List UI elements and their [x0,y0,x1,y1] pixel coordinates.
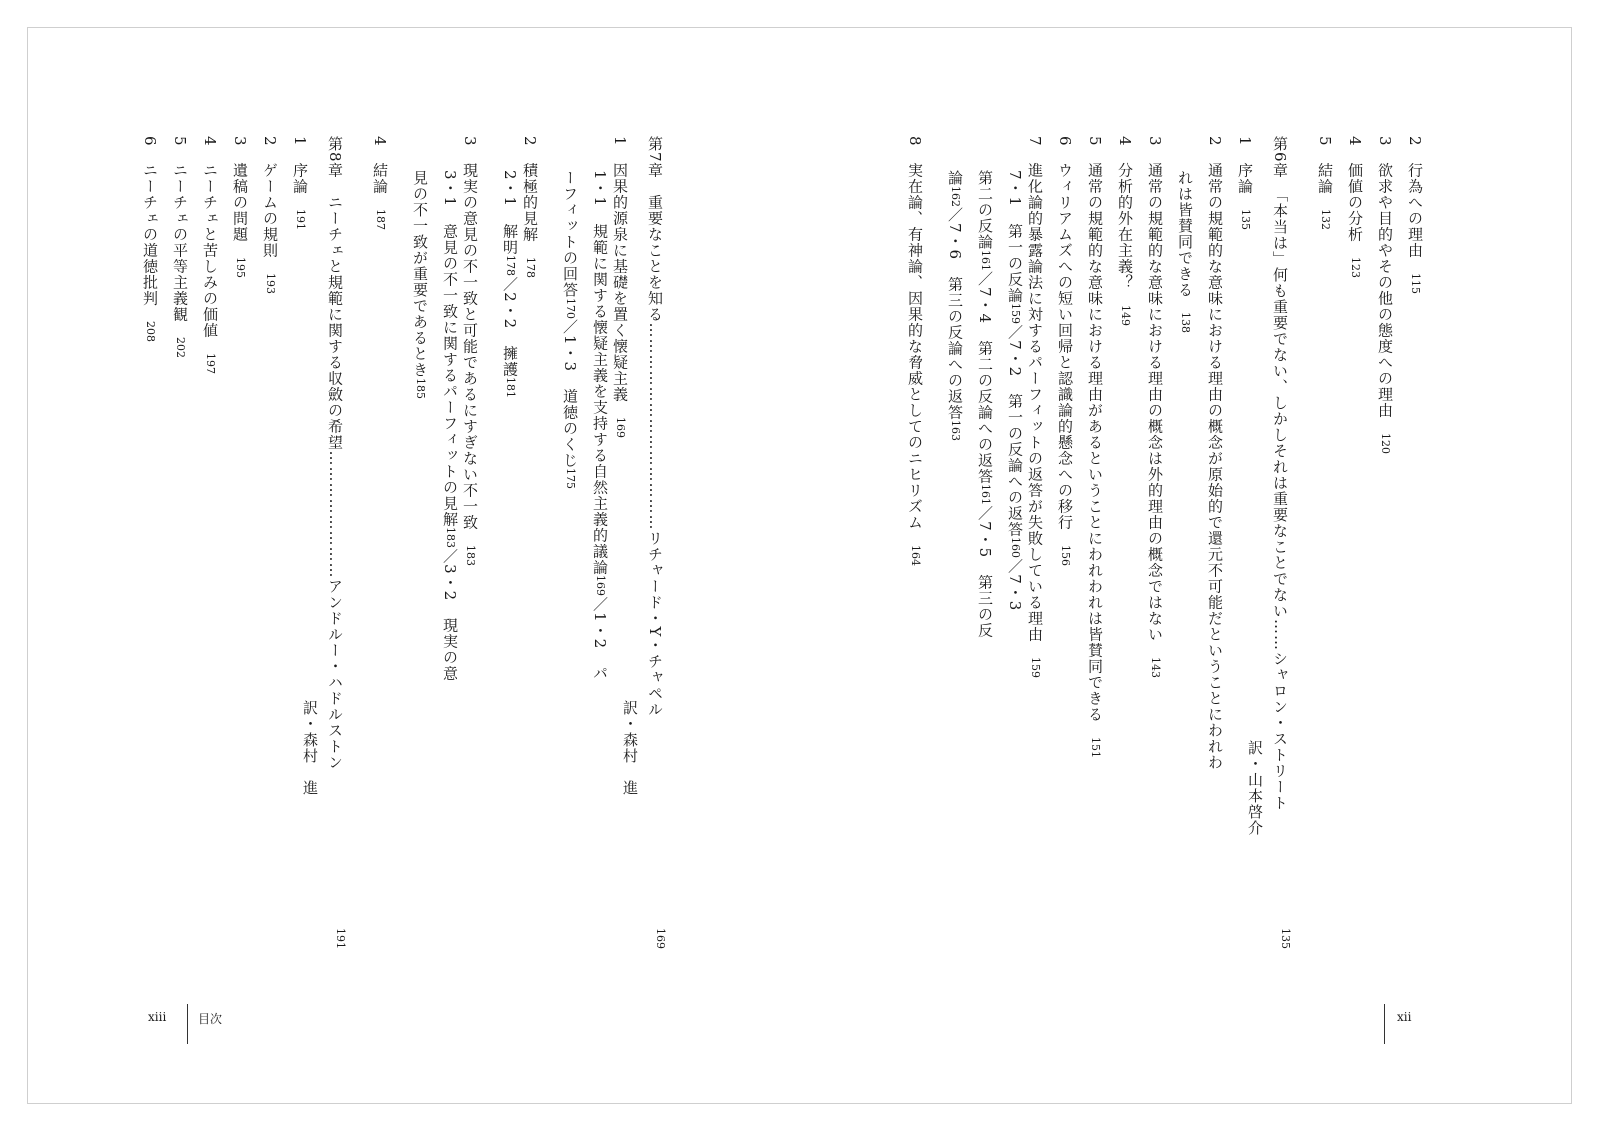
subentry-title: ／7・5 第三の反 [976,505,994,639]
subentry-page: 178 [504,255,517,277]
subentry-page: 183 [444,527,457,549]
entry-page: 138 [1179,312,1192,333]
toc-entry[interactable] [165,136,195,956]
entry-title: 価値の分析 [1346,162,1364,243]
entry-title: 通常の規範的な意味における理由の概念が原始的で還元不可能だということにわれわ [1206,162,1224,771]
running-head: 目次 [198,1012,223,1026]
chapter-label: 第6章 [1271,136,1289,179]
toc-entry[interactable] [285,136,315,956]
subentry-title: ／2・2 擁護 [501,276,519,378]
toc-entry[interactable] [365,136,395,956]
subentry-title: ／3・2 現実の意 [441,548,459,682]
entry-title: 積極的見解 [521,162,539,243]
entry-title: 行為への理由 [1406,162,1424,259]
subentry-title: ／7・3 [1006,558,1024,612]
chapter-8-page: 191 [334,928,347,949]
chapter-6-page: 135 [1279,928,1292,949]
subentry-title: 2・1 解明 [501,170,519,256]
entry-number: 2 [1206,136,1224,147]
entry-number: 4 [1116,136,1134,147]
entry-number: 8 [906,136,924,147]
entry-page: 191 [294,208,307,230]
entry-title: ニーチェの平等主義観 [171,162,189,323]
toc-entry[interactable] [1110,136,1140,956]
entry-title: 現実の意見の不一致と可能であるにすぎない不一致 [461,162,479,531]
entry-title: 通常の規範的な意味における理由の概念は外的理由の概念ではない [1146,162,1164,643]
toc-entry[interactable] [1310,136,1340,956]
entry-number: 5 [1316,136,1334,147]
subentry-page: 160 [1009,537,1022,559]
entry-title: ニーチェと苦しみの価値 [201,162,219,339]
subentry-page: 181 [504,377,517,399]
entry-number: 5 [171,136,189,147]
chapter-author: シャロン・ストリート [1271,651,1289,812]
subentry-page: 175 [564,468,577,490]
subentry-page: 169 [594,575,607,597]
entry-title: 因果的源泉に基礎を置く懐疑主義 [611,162,629,403]
entry-page: 197 [204,352,217,374]
entry-page: 208 [144,320,157,342]
subentry-title: ／7・6 第三の反論への返答 [946,207,964,421]
subentry-page: 161 [979,484,992,506]
entry-page: 156 [1059,544,1072,566]
entry-page: 123 [1349,256,1362,278]
subentry-page: 170 [564,298,577,319]
translator: 訳・森村 進 [301,700,319,796]
toc-subentry[interactable] [395,170,445,990]
subentry-title: ／1・3 道徳のくじ [561,319,579,469]
subentry-title: 3・1 意見の不一致に関するパーフィットの見解 [441,170,459,528]
subentry-title: ／1・2 パ [591,596,609,682]
chapter-label: 第7章 [646,136,664,179]
entry-number: 3 [1376,136,1394,147]
entry-number: 3 [1146,136,1164,147]
toc-entry[interactable] [225,136,255,956]
entry-number: 2 [1406,136,1424,147]
entry-title: 進化論的暴露論法に対するパーフィットの返答が失敗している理由 [1026,162,1044,643]
toc-subentry[interactable] [485,170,535,990]
folio-left: xiii [148,1010,167,1024]
entry-title: 欲求や目的やその他の態度への理由 [1376,162,1394,419]
subentry-title: ーフィットの回答 [561,170,579,298]
entry-title: ニーチェの道徳批判 [141,162,159,307]
entry-page: 202 [174,336,187,358]
entry-title: 序論 [1236,162,1254,195]
entry-page: 143 [1149,656,1162,678]
entry-page: 132 [1319,208,1332,230]
toc-entry[interactable] [1050,136,1080,956]
entry-number: 6 [1056,136,1074,147]
entry-number: 4 [1346,136,1364,147]
leader-dots: …… [1271,619,1289,652]
entry-number: 1 [291,136,309,147]
translator: 訳・山本啓介 [1246,740,1264,836]
toc-subentry[interactable] [930,170,980,990]
subentry-title: 1・1 規範に関する懐疑主義を支持する自然主義的議論 [591,170,609,576]
leader-dots: …………………… [326,450,344,579]
entry-number: 2 [261,136,279,147]
subentry-title: 論 [946,170,964,186]
entry-title: 実在論、有神論、因果的な脅威としてのニヒリズム [906,162,924,531]
subentry-page: 163 [949,420,962,442]
leader-dots: ………………………………… [646,322,664,531]
entry-number: 2 [521,136,539,147]
chapter-title: 「本当は」何も重要でない、しかしそれは重要なことでない [1271,194,1289,620]
chapter-7-page: 169 [654,928,667,949]
toc-entry[interactable] [1340,136,1370,956]
entry-title-continued: れは皆賛同できる [1176,170,1194,298]
entry-number: 3 [231,136,249,147]
entry-title: 結論 [1316,162,1334,195]
subentry-page: 161 [979,250,992,271]
toc-entry[interactable] [1140,136,1170,956]
entry-number: 4 [371,136,389,147]
toc-entry[interactable] [195,136,225,956]
entry-number: 3 [461,136,479,147]
entry-title: 遺稿の問題 [231,162,249,243]
folio-divider-right [1384,1004,1385,1044]
entry-page: 159 [1029,656,1042,678]
entry-page: 187 [374,208,387,230]
toc-entry[interactable] [1370,136,1400,956]
chapter-author: リチャード・Y・チャペル [646,530,664,718]
entry-page: 115 [1409,272,1422,294]
subentry-title: ／7・4 第二の反論への返答 [976,271,994,485]
subentry-page: 162 [949,186,962,207]
toc-entry[interactable] [1200,136,1230,956]
entry-page: 193 [264,272,277,294]
translator: 訳・森村 進 [621,700,639,796]
subentry-page: 159 [1009,303,1022,325]
entry-number: 1 [1236,136,1254,147]
entry-title: 結論 [371,162,389,195]
subentry-title: 第二の反論 [976,170,994,250]
toc-entry[interactable] [1400,136,1430,956]
toc-entry[interactable] [1230,136,1260,956]
toc-subentry[interactable] [545,170,595,990]
entry-number: 4 [201,136,219,147]
chapter-label: 第8章 [326,136,344,179]
entry-page: 135 [1239,208,1252,230]
toc-entry[interactable] [1080,136,1110,956]
entry-page: 183 [464,544,477,566]
entry-title: 序論 [291,162,309,195]
entry-page: 149 [1119,304,1132,326]
entry-page: 120 [1379,432,1392,454]
entry-page: 164 [909,544,922,566]
entry-page: 195 [234,256,247,278]
subentry-page: 185 [414,378,427,399]
subentry-title: 7・1 第一の反論 [1006,170,1024,304]
subentry-title: 見の不一致が重要であるとき [411,170,429,378]
folio-right: xii [1397,1010,1412,1024]
toc-entry-continued[interactable] [1170,170,1200,990]
entry-title: 通常の規範的な意味における理由があるということにわれわれは皆賛同できる [1086,162,1104,723]
entry-page: 178 [524,256,537,278]
entry-number: 6 [141,136,159,147]
entry-number: 5 [1086,136,1104,147]
entry-title: 分析的外在主義？ [1116,162,1134,291]
chapter-author: アンドルー・ハドルストン [326,578,344,771]
entry-title: ウィリアムズへの短い回帰と認識論的懸念への移行 [1056,162,1074,531]
entry-number: 7 [1026,136,1044,147]
entry-title: ゲームの規則 [261,162,279,259]
toc-entry[interactable] [900,136,930,956]
folio-divider-left [187,1004,188,1044]
chapter-title: ニーチェと規範に関する収斂の希望 [326,194,344,451]
entry-number: 1 [611,136,629,147]
chapter-title: 重要なことを知る [646,194,664,323]
entry-page: 151 [1089,736,1102,758]
subentry-title: ／7・2 第一の反論への返答 [1006,324,1024,538]
toc-entry[interactable] [255,136,285,956]
entry-page: 169 [614,416,627,438]
toc-entry[interactable] [135,136,165,956]
